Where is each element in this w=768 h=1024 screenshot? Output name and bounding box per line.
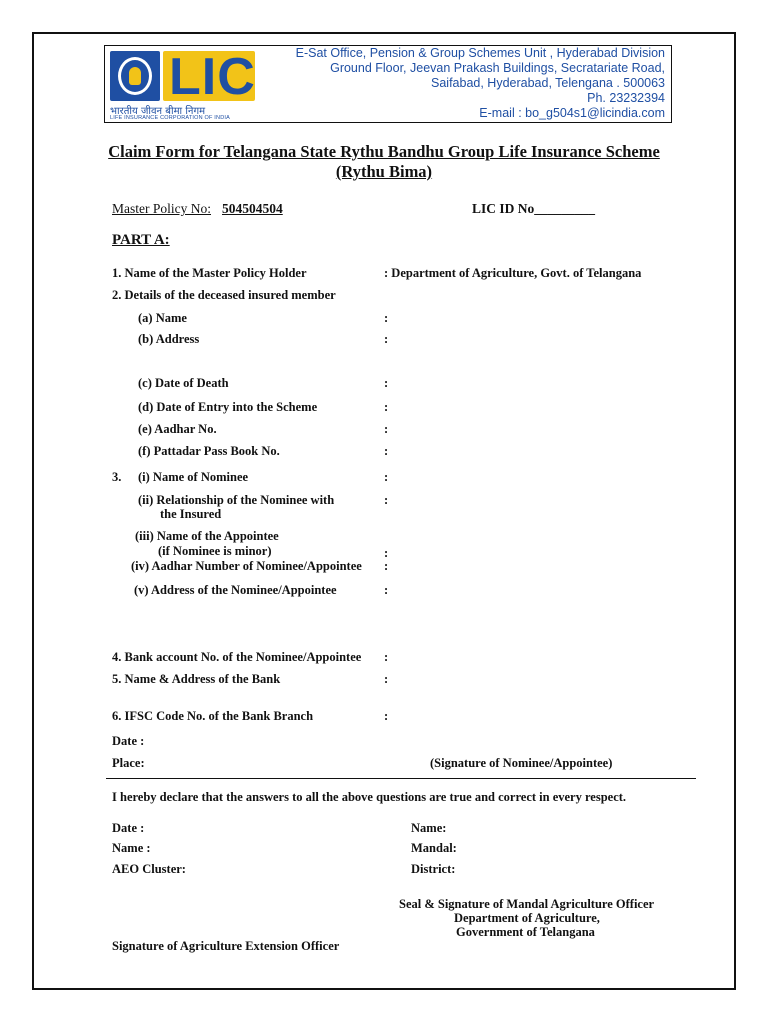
q2e-aadhar-field[interactable]: : [384,422,389,436]
q3iii-appointee-label-cont: (if Nominee is minor) [158,544,272,558]
q6-ifsc-field[interactable]: : [384,709,389,723]
aeo-signature-label: Signature of Agriculture Extension Officer [112,939,340,953]
q6-ifsc-label: 6. IFSC Code No. of the Bank Branch [112,709,314,723]
q2d-entry-label: (d) Date of Entry into the Scheme [138,400,318,414]
address-line-1: E-Sat Office, Pension & Group Schemes Unit , Hyderabad Division [295,46,665,60]
q3ii-relationship-label: (ii) Relationship of the Nominee with [138,493,335,507]
q3i-nominee-field[interactable]: : [384,470,389,484]
q3iv-aadhar-label: (iv) Aadhar Number of Nominee/Appointee [131,559,362,573]
mandal-field[interactable]: Mandal: [411,841,457,855]
declaration-text: I hereby declare that the answers to all the above questions are true and correct in every respect. [112,790,627,804]
q2a-name-label: (a) Name [138,311,187,325]
divider [106,778,696,779]
place-field[interactable]: Place: [112,756,145,770]
q2-label: 2. Details of the deceased insured member [112,288,336,302]
q5-bank-label: 5. Name & Address of the Bank [112,672,281,686]
address-line-2: Ground Floor, Jeevan Prakash Buildings, Secratariate Road, [330,61,665,75]
district-field[interactable]: District: [411,862,456,876]
aeo-cluster-field[interactable]: AEO Cluster: [112,862,186,876]
logo-english-text: LIFE INSURANCE CORPORATION OF INDIA [110,115,230,121]
lic-emblem-icon [110,51,160,101]
officer-name-field[interactable]: Name: [411,821,447,835]
master-policy-label: Master Policy No: [112,201,211,216]
q2c-death-label: (c) Date of Death [138,376,229,390]
nominee-signature-label: (Signature of Nominee/Appointee) [430,756,613,770]
q5-bank-field[interactable]: : [384,672,389,686]
q3iii-appointee-label: (iii) Name of the Appointee [135,529,279,543]
q3-number: 3. [112,470,122,484]
seal-signature-label: Seal & Signature of Mandal Agriculture Officer [399,897,655,911]
q2e-aadhar-label: (e) Aadhar No. [138,422,217,436]
q3i-nominee-label: (i) Name of Nominee [138,470,249,484]
q3ii-relationship-field[interactable]: : [384,493,389,507]
q3v-address-label: (v) Address of the Nominee/Appointee [134,583,337,597]
footer-date-field[interactable]: Date : [112,821,145,835]
q3iii-appointee-field[interactable]: : [384,546,389,560]
q3v-address-field[interactable]: : [384,583,389,597]
q1-label: 1. Name of the Master Policy Holder [112,266,307,280]
q2c-death-field[interactable]: : [384,376,389,390]
q2d-entry-field[interactable]: : [384,400,389,414]
date-field[interactable]: Date : [112,734,145,748]
government-label: Government of Telangana [456,925,595,939]
form-title: Claim Form for Telangana State Rythu Bandhu Group Life Insurance Scheme [108,142,660,161]
q3iv-aadhar-field[interactable]: : [384,559,389,573]
address-line-3: Saifabad, Hyderabad, Telengana . 500063 [431,76,665,90]
phone-line: Ph. 23232394 [587,91,665,105]
master-policy-number: 504504504 [222,201,283,216]
q2b-address-field[interactable]: : [384,332,389,346]
form-subtitle: (Rythu Bima) [335,162,433,181]
q2b-address-label: (b) Address [138,332,200,346]
part-a-heading: PART A: [112,232,170,248]
q1-value: : Department of Agriculture, Govt. of Telangana [384,266,642,280]
q2f-pattadar-label: (f) Pattadar Pass Book No. [138,444,280,458]
q4-bank-account-label: 4. Bank account No. of the Nominee/Appointee [112,650,362,664]
email-line: E-mail : bo_g504s1@licindia.com [479,106,665,120]
logo-hindi-text: भारतीय जीवन बीमा निगम [110,106,206,117]
department-label: Department of Agriculture, [454,911,600,925]
q2a-name-field[interactable]: : [384,311,389,325]
lic-id-field[interactable]: LIC ID No_________ [472,201,596,216]
lic-logo: LIC [163,51,255,101]
footer-name-field[interactable]: Name : [112,841,151,855]
q2f-pattadar-field[interactable]: : [384,444,389,458]
q4-bank-account-field[interactable]: : [384,650,389,664]
q3ii-relationship-label-cont: the Insured [160,507,222,521]
letterhead [104,45,672,123]
